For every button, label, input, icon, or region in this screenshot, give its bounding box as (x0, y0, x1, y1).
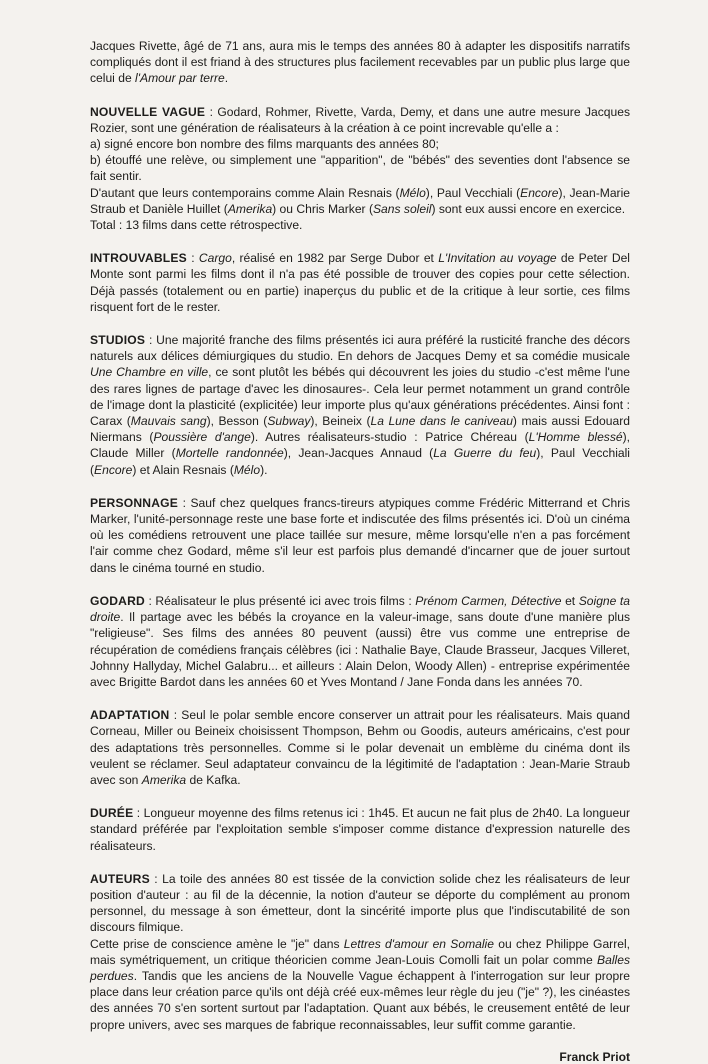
film-title: Prénom Carmen, Détective (415, 593, 562, 608)
film-title: Encore (94, 462, 133, 477)
section-heading: AUTEURS (90, 871, 150, 886)
film-title: Amerika (227, 201, 273, 216)
film-title: Sans soleil (372, 201, 432, 216)
text-run: ), Paul Vecchiali ( (90, 446, 630, 477)
paragraph-line (90, 136, 630, 152)
film-title: L'Invitation au voyage (438, 251, 557, 266)
text-run: ). (260, 462, 268, 477)
film-title: Soigne ta droite (90, 593, 631, 625)
film-title: Balles perdues (90, 952, 630, 983)
text-run: de Kafka. (186, 772, 241, 787)
text-run: ) ou Chris Marker ( (272, 201, 373, 216)
text-run: ) et Alain Resnais ( (132, 462, 234, 477)
film-title: La Lune dans le caniveau (370, 414, 513, 429)
film-title: Mauvais sang (130, 414, 207, 429)
text-run: a) signé encore bon nombre des films marquants des années 80; (90, 137, 439, 152)
film-title: Encore (520, 185, 559, 200)
paragraph-durée (90, 805, 630, 854)
author-signature: Franck Priot (559, 1049, 630, 1064)
article-body (90, 38, 630, 1033)
paragraph-line (90, 152, 630, 184)
text-run: ) mais aussi Edouard Niermans ( (90, 414, 630, 445)
section-heading: DURÉE (90, 806, 134, 821)
film-title: Cargo (198, 251, 232, 266)
text-run: : Sauf chez quelques francs-tireurs atypiques comme Frédéric Mitterrand et Chris Marker, l'unité-personnage reste une base forte et indiscutée des films présentés ici. D'où un cinéma où les comédiens retrouvent une place taillée sur mesure, même lorsqu'elle n'en a pas forcément l'air comme chez Godard, même s'il leur est parfois plus demandé d'incarner que de jouer surtout dans le cinéma tourné en studio. (90, 495, 630, 575)
film-title: Amerika (141, 772, 187, 787)
text-run: Cette prise de conscience amène le "je" dans (90, 936, 344, 951)
film-title: La Guerre du feu (433, 446, 537, 461)
text-run: : Réalisateur le plus présenté ici avec trois films : (144, 593, 416, 608)
paragraph-intro (90, 38, 630, 87)
text-run: ) sont eux aussi encore en exercice. (431, 201, 626, 216)
text-run: ), Jean-Marie Straub et Danièle Huillet ( (90, 185, 630, 216)
section-heading: STUDIOS (90, 333, 146, 348)
text-run: Jacques Rivette, âgé de 71 ans, aura mis le temps des années 80 à adapter les dispositifs narratifs compliqués dont il est friand à des structures plus facilement recevables par un public plus large que celui de (90, 39, 630, 86)
text-run: de Peter Del Monte sont parmi les films dont il n'a pas été possible de trouver des copies pour cette sélection. Déjà passés (totalement ou en partie) inaperçus du public et de la critique à leur sortie, ces films risquent fort de le rester. (90, 251, 630, 314)
text-run: , ce sont plutôt les bébés qui découvrent les joies du studio -c'est même l'une des rares lignes de partage d'avec les dinosaures-. Cela leur permet notamment un grand contrôle de l'image dont la plasticité (explicitée) leur importe plus qu'aux générations précédentes. Ainsi font : Carax ( (90, 365, 630, 429)
text-run: ), Besson ( (206, 414, 268, 429)
paragraph-line (90, 936, 630, 1033)
text-run: D'autant que leurs contemporains comme Alain Resnais ( (90, 185, 400, 200)
text-run: b) étouffé une relève, ou simplement une "apparition", de "bébés" des seventies dont l'absence se fait sentir. (90, 153, 630, 184)
paragraph-adaptation (90, 707, 630, 788)
text-run: ), Paul Vecchiali ( (425, 185, 521, 200)
text-run: : Godard, Rohmer, Rivette, Varda, Demy, et dans une autre mesure Jacques Rozier, sont une génération de réalisateurs à la création à ce point increvable qu'elle a : (90, 104, 630, 135)
film-title: Lettres d'amour en Somalie (343, 936, 494, 951)
text-run: . Tandis que les anciens de la Nouvelle Vague échappent à l'interrogation sur leur propre place dans leur création parce qu'ils ont déjà créé eux-mêmes leur règle du jeu ("je" ?), les cinéastes des années 70 s'en sortent surtout par l'adaptation. Quant aux bébés, le creusement entêté de leur propre univers, avec ses marques de fabrique reconnaissables, leur suffit comme garantie. (90, 968, 630, 1032)
text-run: Total : 13 films dans cette rétrospective. (90, 218, 303, 233)
section-heading: NOUVELLE VAGUE (90, 104, 206, 119)
film-title: Mortelle randonnée (175, 446, 284, 461)
text-run: : Longueur moyenne des films retenus ici : 1h45. Et aucun ne fait plus de 2h40. La longueur standard préférée par l'exploitation semble s'imposer comme distance d'expression naturelle des réalisateurs. (90, 806, 630, 853)
paragraph-introuvables (90, 250, 630, 315)
paragraph-auteurs (90, 871, 630, 1033)
text-run: , réalisé en 1982 par Serge Dubor et (231, 251, 439, 266)
text-run: ), Claude Miller ( (90, 430, 631, 461)
section-heading: PERSONNAGE (90, 495, 179, 510)
text-run: . Il partage avec les bébés la croyance en la valeur-image, sans doute d'une manière plus "religieuse". Ses films des années 80 peuvent (aussi) être vus comme une entreprise de récupération de comédiens français célèbres (ici : Nathalie Baye, Claude Brasseur, Jacques Villeret, Johnny Hallyday, Michel Galabru... et ailleurs : Alain Delon, Woody Allen) - entreprise expérimentée avec Brigitte Bardot dans les années 60 et Yves Montand / Jane Fonda dans les années 70. (90, 610, 630, 689)
section-heading: GODARD (90, 593, 145, 608)
text-run: : Seul le polar semble encore conserver un attrait pour les réalisateurs. Mais quand Corneau, Miller ou Beineix choisissent Thompson, Behm ou Goodis, auteurs américains, c'est pour des adaptations très personnelles. Comme si le polar devenait un emblème du cinéma dont ils veulent se réclamer. Seul adaptateur convaincu de la légitimité de l'adaptation : Jean-Marie Straub avec son (90, 708, 630, 787)
film-title: Mélo (399, 185, 426, 200)
paragraph-line (90, 185, 630, 217)
paragraph-personnage (90, 495, 630, 576)
text-run: et (561, 593, 579, 608)
film-title: Poussière d'ange (153, 430, 251, 445)
text-run: : La toile des années 80 est tissée de la conviction solide chez les réalisateurs de leur position d'auteur : au fil de la décennie, la notion d'auteur se déporte du complément au pronom personnel, du message à son émetteur, dont la sincérité importe plus que l'indiscutabilité de son discours filmique. (90, 871, 630, 935)
section-heading: INTROUVABLES (90, 251, 187, 266)
film-title: L'Homme blessé (528, 430, 623, 445)
text-run: ), Beineix ( (310, 414, 371, 429)
paragraph-studios (90, 332, 630, 478)
text-run: ). Autres réalisateurs-studio : Patrice Chéreau ( (250, 430, 529, 445)
paragraph-godard (90, 593, 630, 690)
text-run: ou chez Philippe Garrel, mais symétriquement, un critique théoricien comme Jean-Louis Comolli fait un polar comme (90, 936, 631, 967)
section-heading: ADAPTATION (90, 708, 170, 723)
text-run: : (186, 251, 199, 266)
paragraph-nouvelle-vague (90, 104, 630, 234)
paragraph-line (90, 217, 630, 233)
text-run: : Une majorité franche des films présentés ici aura préféré la rusticité franche des décors naturels aux délices démiurgiques du studio. En dehors de Jacques Demy et sa comédie musicale (90, 333, 630, 364)
film-title: l'Amour par terre (135, 71, 225, 86)
film-title: Mélo (233, 462, 261, 477)
text-run: ), Jean-Jacques Annaud ( (283, 446, 434, 461)
text-run: . (224, 71, 229, 86)
film-title: Une Chambre en ville (90, 365, 209, 380)
film-title: Subway (267, 414, 311, 429)
